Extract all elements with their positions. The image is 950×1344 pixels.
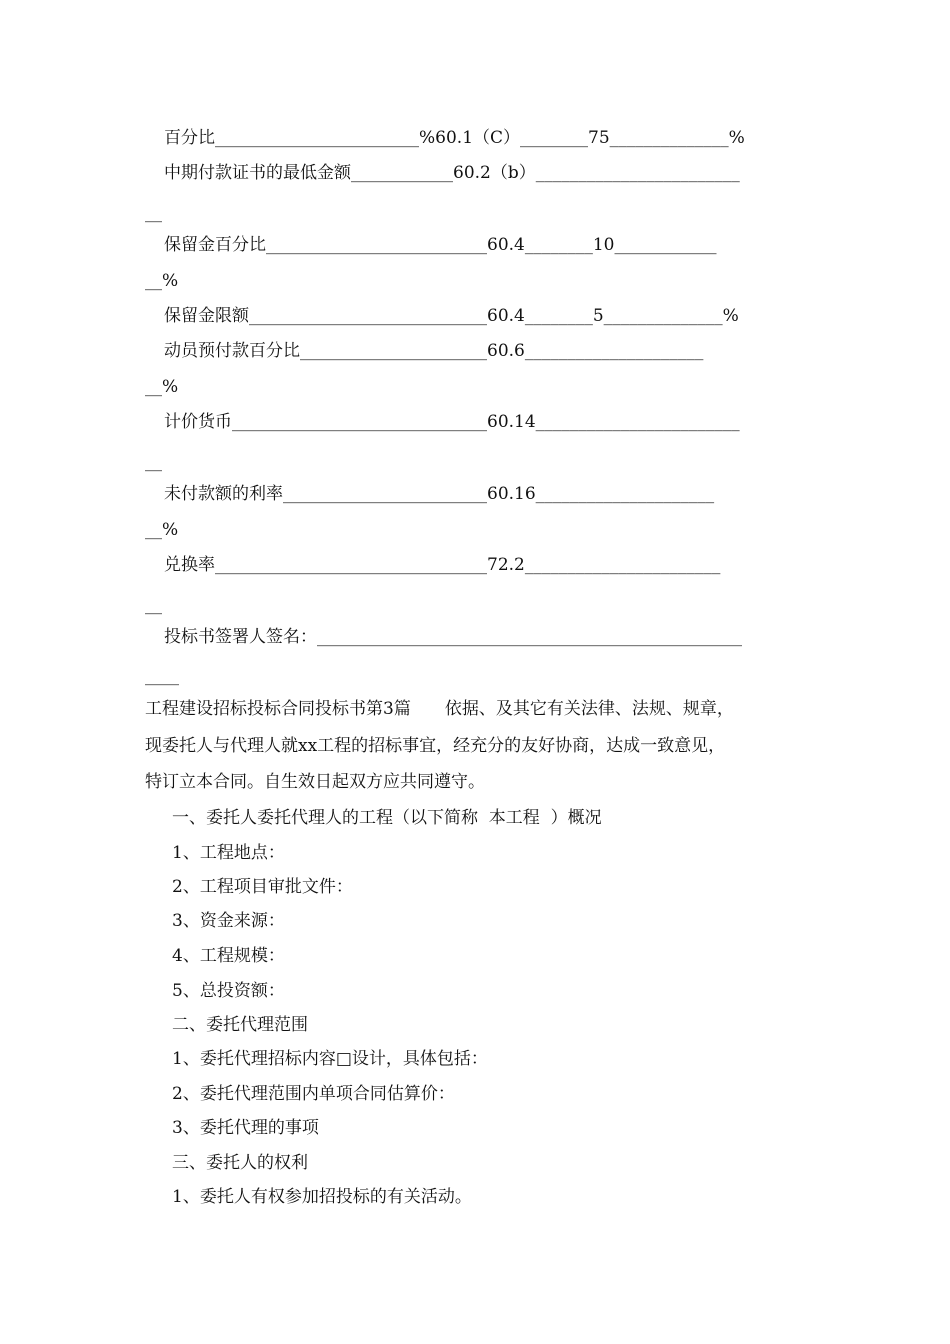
table-line: __% xyxy=(145,271,179,291)
list-item: 3、资金来源： xyxy=(172,911,285,931)
clause-heading: 二、委托代理范围 xyxy=(172,1015,308,1035)
table-line: 动员预付款百分比______________________60.6_____________________ xyxy=(164,341,704,361)
paragraph-line: 现委托人与代理人就xx工程的招标事宜，经充分的友好协商，达成一致意见， xyxy=(145,736,726,756)
list-item: 2、委托代理范围内单项合同估算价： xyxy=(172,1084,455,1104)
table-line: 百分比________________________%60.1（C）________75______________% xyxy=(164,128,745,148)
table-line: __ xyxy=(145,203,162,223)
clause-heading: 一、委托人委托代理人的工程（以下简称 本工程 ）概况 xyxy=(172,808,602,828)
paragraph-line: 特订立本合同。自生效日起双方应共同遵守。 xyxy=(145,772,485,792)
table-line: 中期付款证书的最低金额____________60.2（b）________________________ xyxy=(164,163,740,183)
signature-line: 投标书签署人签名：__________________________________________________ xyxy=(164,627,742,647)
list-item: 1、委托代理招标内容□设计，具体包括： xyxy=(172,1049,488,1069)
clause-heading: 三、委托人的权利 xyxy=(172,1153,308,1173)
table-line: __% xyxy=(145,377,179,397)
list-item: 5、总投资额： xyxy=(172,981,285,1001)
table-line: 保留金百分比__________________________60.4________10____________ xyxy=(164,235,717,255)
table-line: __ xyxy=(145,595,162,615)
table-line: ____ xyxy=(145,666,179,686)
list-item: 2、工程项目审批文件： xyxy=(172,877,353,897)
list-item: 3、委托代理的事项 xyxy=(172,1118,319,1138)
section-heading: 工程建设招标投标合同投标书第3篇 依据、及其它有关法律、法规、规章， xyxy=(145,699,734,719)
table-line: __ xyxy=(145,452,162,472)
list-item: 1、委托人有权参加招投标的有关活动。 xyxy=(172,1187,472,1207)
table-line: __% xyxy=(145,520,179,540)
list-item: 1、工程地点： xyxy=(172,843,285,863)
table-line: 计价货币______________________________60.14________________________ xyxy=(164,412,740,432)
table-line: 未付款额的利率________________________60.16_____________________ xyxy=(164,484,715,504)
list-item: 4、工程规模： xyxy=(172,946,285,966)
table-line: 保留金限额____________________________60.4________5______________% xyxy=(164,306,739,326)
table-line: 兑换率________________________________72.2_______________________ xyxy=(164,555,721,575)
